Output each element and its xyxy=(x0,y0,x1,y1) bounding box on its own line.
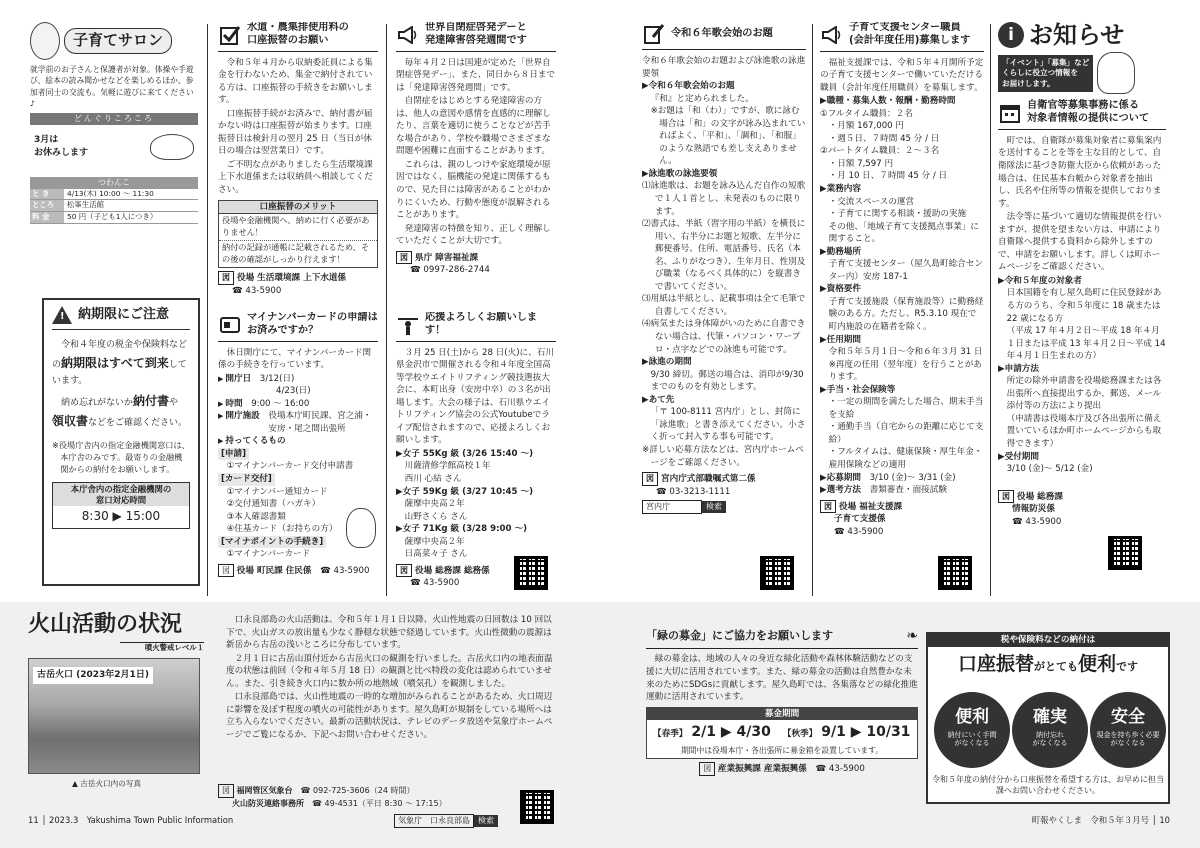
tax-note: ※役場庁舎内の指定金融機関窓口は、本庁舎のみです。最寄りの金融機関からの納付をお願いします。 xyxy=(52,439,190,474)
weightlifter-icon xyxy=(396,313,420,337)
bank-hours-heading: 本庁舎内の指定金融機関の 窓口対応時間 xyxy=(53,483,189,507)
volcano-para: 口永良部島では、火山性地震の一時的な増加がみられることがあるため、火口周辺に影響を及ぼす程度の噴火の可能性があります。屋久島町が規制をしている場所へは立ち入らないでください。最新の活動状況は、テレビのデータ放送や気象庁ホームページでご覧になるか、下記へお問い合わせください。 xyxy=(226,692,553,740)
section-note: ※お題は「和（わ）」ですが、歌に詠む場合は「和」の文字が詠み込まれていればよく、「平和」、「調和」、「和服」のような熟語でも差し支えありません。 xyxy=(650,106,806,167)
event-heading: ▶女子 59Kg 級 (3/27 10:45 ～) xyxy=(396,486,534,497)
water-para: ご不明な点がありましたら生活環境課上下水道係または収納員へ相談してください。 xyxy=(218,159,373,195)
section-note: ※再度の任用（翌年度）を行うことがあります。 xyxy=(828,359,982,383)
volcano-para: ２月１日に古岳山頂付近から古岳火口の観測を行いました。古岳火口内の地表面温度の状態は前回（令和４年５月 18 日）の観測と比べ特段の変化は認められていません。また、引き続き火口内に数か所の地熱域（噴気孔）を観測しました。 xyxy=(226,653,553,689)
section-text: 3/10 (金)～ 3/31 (金) xyxy=(869,472,956,483)
row-value: 4/13(木) 10:00 ～ 11:30 xyxy=(67,188,154,198)
section-heading: ▶職種・募集人数・報酬・勤務時間 xyxy=(820,96,956,107)
list-item: ・交流スペースの運営 xyxy=(828,196,915,207)
megaphone-icon xyxy=(820,23,844,47)
list-item: ・日額 7,597 円 xyxy=(828,158,894,169)
label: ▶ 持ってくるもの xyxy=(218,436,286,446)
warning-icon: ! xyxy=(52,306,72,324)
map-pin-icon: 図 xyxy=(218,271,234,285)
text: 納め忘れがないか xyxy=(61,397,134,408)
athlete-school: 薩摩中央高２年 xyxy=(404,499,465,510)
sub-label: [マイナポイントの手続き] xyxy=(218,536,326,549)
volcano-title: 火山活動の状況 xyxy=(28,612,183,637)
search-box[interactable] xyxy=(642,500,806,514)
staff-section xyxy=(820,22,984,596)
section-text: 所定の除外申請書を役場総務課または各出張所へ直接提出するか、郵送、メール添付等の方法により提出 xyxy=(1006,376,1162,412)
water-para: 口座振替手続がお済みで、納付書が届かない時は口座振替が始まります。口座振替日は検針月の翌月 25 日（当日が休日の場合は翌営業日）です。 xyxy=(218,108,373,157)
autumn-period: 9/1 ▶ 10/31 xyxy=(821,724,911,741)
search-keyword: 宮内庁 xyxy=(642,500,702,514)
rule-item: ⑴詠進歌は、お題を詠み込んだ自作の短歌で１人１首とし、未発表のものに限ります。 xyxy=(642,181,806,217)
info-icon: i xyxy=(998,22,1024,48)
row-key: ところ xyxy=(30,200,64,211)
text: などをご確認ください。 xyxy=(88,418,188,429)
text: がとても xyxy=(1034,659,1078,673)
section-heading: ▶業務内容 xyxy=(820,183,861,194)
spring-label: 【春季】 xyxy=(653,729,688,740)
map-pin-icon: 図 xyxy=(396,251,412,265)
section-heading: ▶詠進歌の詠進要領 xyxy=(642,168,718,179)
open-place xyxy=(218,410,378,435)
volcano-body xyxy=(226,614,558,742)
utakai-title: 令和６年歌会始のお題 xyxy=(671,27,773,39)
map-pin-icon: 図 xyxy=(218,564,234,578)
row-value: 松峯生活館 xyxy=(67,200,104,210)
calendar-icon xyxy=(998,101,1022,125)
utakai-section xyxy=(642,22,806,596)
autism-section xyxy=(396,22,556,312)
search-keyword: 気象庁 口永良部島 xyxy=(394,814,474,828)
section-text: 子育て支援施設（保育施設等）に勤務経験のある方。ただし、R5.3.10 現在で町内施設の在籍者を除く。 xyxy=(828,296,984,332)
list-item: ①マイナンバー通知カード xyxy=(226,486,328,497)
contact-name: 役場 総務課 総務係 xyxy=(415,565,490,576)
staff-title: 子育て支援センター職員 (会計年度任用)募集します xyxy=(849,22,971,46)
autism-title: 世界自閉症啓発デーと 発達障害啓発週間です xyxy=(425,22,527,46)
sub-label: [カード交付] xyxy=(218,473,275,486)
qr-code[interactable] xyxy=(514,556,548,590)
contact-name: 福岡管区気象台 xyxy=(236,786,293,795)
list-item: ①マイナンバーカード交付申請書 xyxy=(226,461,354,472)
merit-circle xyxy=(1090,692,1166,768)
oshirase-tagline: 「イベント」「募集」など くらしに役立つ情報を お届けします。 xyxy=(998,55,1093,92)
section-text: 書類審査・面接試験 xyxy=(869,485,947,496)
koza-footnote: 令和５年度の納付分から口座振替を希望する方は、お早めに担当課へお問い合わせください。 xyxy=(932,775,1164,796)
mynumber-intro: 休日開庁にて、マイナンバーカード関係の手続きを行っています。 xyxy=(218,347,372,371)
open-day-2 xyxy=(218,385,378,398)
salon-section xyxy=(30,22,198,224)
oshirase-para: 町では、自衛隊が募集対象者に募集案内を送付することを等を主な目的として、自衛隊法に基づき防衛大臣から依頼があった場合は、住民基本台帳から対象者を抽出し、氏名や住所等の情報を提供しております。 xyxy=(998,135,1162,209)
mynumber-title: マイナンバーカードの申請はお済みですか？ xyxy=(247,312,378,336)
section-text: 日本国籍を有し屋久島町に住民登録がある方のうち、令和５年度に 18 歳または 22 歳になる方 xyxy=(1006,288,1162,324)
list-item: ・月額 167,000 円 xyxy=(828,121,904,132)
period-note: 期間中は役場本庁・各出張所に募金箱を設置しています。 xyxy=(680,745,884,755)
salon-sub-heading: どんぐりころころ xyxy=(30,113,198,125)
section-heading: ▶受付期間 xyxy=(998,451,1039,462)
merit-circle xyxy=(1012,692,1088,768)
qr-code[interactable] xyxy=(760,556,794,590)
value: 4/23(日) xyxy=(276,386,311,397)
sleeping-baby-icon xyxy=(150,134,194,160)
period-heading: 募金期間 xyxy=(647,708,917,721)
contact-tel: ☎ 43-5900 xyxy=(815,763,865,774)
section-heading: ▶手当・社会保険等 xyxy=(820,384,896,395)
section-note: ※詳しい応募方法などは、宮内庁ホームページをご確認ください。 xyxy=(642,444,804,468)
midori-title: 「緑の募金」にご協力をお願いします xyxy=(646,629,833,643)
oshirase-subtitle: 自衛官等募集事務に係る 対象者情報の提供について xyxy=(1027,100,1150,125)
list-item: ②パートタイム職員：２～３名 xyxy=(820,146,940,157)
footer-left: 11 │ 2023.3 Yakushima Town Public Information xyxy=(28,815,234,825)
label: ▶ 時間 xyxy=(218,399,243,409)
event-heading: ▶女子 71Kg 級 (3/28 9:00 ～) xyxy=(396,524,528,535)
section-heading: ▶資格要件 xyxy=(820,284,861,295)
oshirase-title: お知らせ xyxy=(1029,22,1125,49)
support-para: ３月 25 日(土)から 28 日(火)に、石川県金沢市で開催される令和４年度全国高等学校ウエイトリフティング競技選抜大会に、本町出身（安房中卒）の３名が出場します。大会の様子は、石川県ウエイトリフティング協会の公式Youtubeでライブ配信されますので、応援よろしくお願いします。 xyxy=(396,347,554,446)
bring-items xyxy=(218,435,378,448)
map-pin-icon: 図 xyxy=(396,564,412,578)
contact-name: 役場 生活環境課 上下水道係 xyxy=(237,272,347,283)
map-pin-icon: 図 xyxy=(642,472,658,486)
section-text: 「〒 100-8111 宮内庁」とし、封筒に「詠進歌」と書き添えてください。小さく折って封入する事も可能です。 xyxy=(650,407,806,443)
map-pin-icon: 図 xyxy=(998,490,1014,504)
section-text: 令和５年５月１日～令和６年３月 31 日 xyxy=(828,347,983,358)
circle-desc: 現金を持ち歩く必要 がなくなる xyxy=(1096,730,1160,748)
photo-caption: 古岳火口 (2023年2月1日) xyxy=(33,667,153,684)
list-item: ・一定の期間を満たした場合、期末手当を支給 xyxy=(828,397,984,420)
section-heading: ▶任用期間 xyxy=(820,334,861,345)
rule-item: ⑷病気または身体障がいのために自書できない場合は、代筆・パソコン・ワープロ・点字などでの詠進も可能です。 xyxy=(642,319,806,355)
value: 役場本庁町民課、宮之浦・安房・尾之間出張所 xyxy=(268,411,372,434)
section-text: （平成 17 年４月２日～平成 18 年４月１日または平成 13 年４月２日～平成 14 年４月１日生まれの方） xyxy=(1006,326,1166,362)
list-item: ①マイナンバーカード xyxy=(226,549,311,560)
salon-info-table xyxy=(30,189,198,224)
pen-paper-icon xyxy=(642,22,666,46)
row-key: と き xyxy=(30,189,64,200)
salon-closed-note: 3月は お休みします xyxy=(34,134,89,158)
volcano-search[interactable] xyxy=(394,814,498,828)
text: 令和４年度の税金や保険料などの xyxy=(52,339,188,371)
event-heading: ▶女子 55Kg 級 (3/26 15:40 ～) xyxy=(396,448,534,459)
koza-heading: 税や保険料などの納付は xyxy=(928,634,1168,647)
volcano-photo xyxy=(28,658,200,774)
list-item: ・通勤手当（自宅からの距離に応じて支給） xyxy=(828,422,984,445)
list-item: ・子育てに関する相談・援助の実施 xyxy=(828,209,967,220)
circle-desc: 納付にいく手間 がなくなる xyxy=(947,730,997,748)
section-text: （申請書は役場本庁及び各出張所に備え置いているほか町ホームページからも取得できます） xyxy=(1006,413,1162,450)
oshirase-section xyxy=(998,22,1166,596)
merit-heading: 口座振替のメリット xyxy=(219,201,377,215)
bank-hours-box xyxy=(52,482,190,529)
merit-item: 納付の記録が通帳に記載されるため、その後の確認がしっかり行えます！ xyxy=(222,242,370,264)
value: 9:00 ～ 16:00 xyxy=(251,398,310,409)
utakai-intro: 令和６年歌会始のお題および詠進歌の詠進要領 xyxy=(642,56,806,79)
row-key: 料 金 xyxy=(30,212,64,223)
water-title: 水道・農集排使用料の 口座振替のお願い xyxy=(247,22,349,46)
contact-tel: ☎ 03-3213-1111 xyxy=(656,486,731,497)
circle-desc: 納付忘れ がなくなる xyxy=(1032,730,1068,748)
staff-intro: 福祉支援課では、令和５年４月開所予定の子育て支援センターで働いていただける職員（会計年度任用職員）を募集します。 xyxy=(820,57,984,93)
footer-right: 町報やくしま 令和５年３月号 │ 10 xyxy=(1031,815,1170,825)
volcano-level: 噴火警戒レベル１ xyxy=(120,642,204,654)
row-value: 50 円（子ども1人につき） xyxy=(67,212,158,222)
circle-title: 安全 xyxy=(1111,707,1145,727)
deer-mascot-icon xyxy=(1097,52,1135,94)
contact-name: 火山防災連絡事務所 xyxy=(232,798,304,808)
autumn-label: 【秋季】 xyxy=(782,729,818,740)
search-button[interactable]: 検索 xyxy=(702,501,726,513)
salon-title: 子育てサロン xyxy=(64,28,172,54)
text-strong: 口座振替 xyxy=(957,652,1034,675)
section-heading: ▶令和６年歌会始のお題 xyxy=(642,81,735,92)
athlete-name: 日髙菜々子 さん xyxy=(404,549,468,560)
label: ▶ 開庁日 xyxy=(218,374,251,384)
contact-tel: ☎ 092-725-3606（24 時間） xyxy=(300,786,415,795)
section-text: 9/30 締切。郵送の場合は、消印が9/30 までのものを有効とします。 xyxy=(650,369,804,393)
support-title: 応援よろしくお願いします！ xyxy=(425,312,538,336)
qr-code[interactable] xyxy=(520,790,554,824)
list-item: その他、「地域子育て支援拠点事業」に関すること。 xyxy=(828,221,979,245)
tax-title: 納期限にご注意 xyxy=(78,307,170,322)
qr-code[interactable] xyxy=(938,556,972,590)
section-heading: ▶応募期間 xyxy=(820,472,861,483)
contact-name: 産業振興課 産業振興係 xyxy=(717,763,807,774)
list-item: ①フルタイム職員：２名 xyxy=(820,108,913,119)
autism-para: これらは、親のしつけや家庭環境が原因ではなく、脳機能の発達に関係するもので、見た目には障害があることがわかりにくいため、行動や態度が誤解されることがあります。 xyxy=(396,159,551,221)
autism-para: 発達障害の特徴を知り、正しく理解していただくことが大切です。 xyxy=(396,223,551,247)
contact-tel: ☎ 43-5900 xyxy=(320,565,370,576)
megaphone-icon xyxy=(396,23,420,47)
salon-sub-heading-2: つわんこ xyxy=(30,177,198,189)
circle-title: 確実 xyxy=(1033,707,1067,727)
merit-box xyxy=(218,200,378,268)
text-strong: 納付書 xyxy=(133,393,170,408)
tax-para-1 xyxy=(52,338,190,389)
section-heading: ▶令和５年度の対象者 xyxy=(998,275,1082,286)
text: しています。 xyxy=(52,360,187,386)
rule-item: ⑵書式は、半紙（習字用の半紙）を横長に用い、右半分にお題と短歌、左半分に郵便番号、住所、電話番号、氏名（本名、ふりがなつき）、生年月日、性別及び職業（なるべく具体的に）を縦書きで書いてください。 xyxy=(642,219,806,292)
map-pin-icon: 図 xyxy=(218,784,234,798)
contact-tel: ☎ 43-5900 xyxy=(232,285,282,296)
section-heading: ▶選考方法 xyxy=(820,485,861,496)
athlete-name: 山野さくら さん xyxy=(404,511,468,522)
mother-child-icon xyxy=(30,22,60,60)
salon-intro: 就学前のお子さんと保護者が対象。体操や手遊び、絵本の読み聞かせなどを楽しめるほか、参加者同士の交流も。気軽に遊びに来てください♪ xyxy=(30,65,194,108)
tax-notice-box xyxy=(42,298,200,586)
section-text: 子育て支援センター（屋久島町総合センター内）安房 187-1 xyxy=(828,259,983,282)
koza-section xyxy=(926,632,1170,804)
open-day xyxy=(218,373,378,386)
contact-tel: ☎ 0997-286-2744 xyxy=(410,265,490,276)
text: です xyxy=(1116,659,1139,673)
id-card-icon xyxy=(218,313,242,337)
list-item: ②交付通知書（ハガキ） xyxy=(226,499,321,510)
mynumber-section xyxy=(218,312,378,602)
oshirase-para: 法令等に基づいて適切な情報提供を行いますが、提供を望まない方は、申請により自衛隊へ提供する資料から除外しますので、申請をお願いします。詳しくは町ホームページをご確認ください。 xyxy=(998,212,1162,273)
contact-name-2: 子育て支援係 xyxy=(834,514,886,525)
contact-name: 県庁 障害福祉課 xyxy=(415,252,479,263)
contact-tel: ☎ 43-5900 xyxy=(410,578,460,589)
checkbox-icon xyxy=(218,23,242,47)
list-item: ・月 10 日、７時間 45 分 / 日 xyxy=(828,171,948,182)
koza-headline xyxy=(928,651,1168,679)
section-heading: ▶勤務場所 xyxy=(820,246,861,257)
period-box xyxy=(646,707,918,759)
midori-section xyxy=(646,626,918,776)
section-heading: ▶詠進の期間 xyxy=(642,357,692,368)
autism-para: 毎年４月２日は国連が定めた「世界自閉症啓発デー」、また、同日から８日までは「発達障害啓発週間」です。 xyxy=(396,57,555,93)
autism-para: 自閉症をはじめとする発達障害の方は、他人の意図や感情を直感的に理解したり、言葉を適切に使うことなどが苦手な場合があり、学校や職場でさまざまな問題や困難に直面することがあります。 xyxy=(396,96,551,157)
text-strong: 領収書 xyxy=(52,414,89,429)
midori-para: 緑の募金は、地域の人々の身近な緑化活動や森林体験活動などの支援に大切に活用されています。また、緑の募金の活動は自然豊かな未来のためにSDGsに貢献します。屋久島町では、各集落などの緑化推進運動に活用されています。 xyxy=(646,654,918,703)
contact-tel: ☎ 49-4531（平日 8:30 ～ 17:15） xyxy=(312,798,447,808)
text-strong: 便利 xyxy=(1078,652,1117,675)
search-button[interactable]: 検索 xyxy=(474,815,498,827)
label: ▶ 開庁施設 xyxy=(218,410,260,435)
athlete-name: 西川 心結 さん xyxy=(404,473,462,484)
qr-code[interactable] xyxy=(1108,536,1142,570)
list-item: ③本人確認書類 xyxy=(226,511,286,522)
contact-name: 役場 福祉支援課 xyxy=(839,501,903,512)
value: 3/12(日) xyxy=(259,373,295,384)
leaf-icon: ❧ xyxy=(906,628,918,644)
list-item: ・週５日、７時間 45 分 / 日 xyxy=(828,133,940,144)
merit-item: 役場や金融機関へ、納めに行く必要がありません！ xyxy=(219,214,377,241)
section-heading: ▶申請方法 xyxy=(998,363,1039,374)
contact-name: 宮内庁式部職嘱式第二係 xyxy=(661,474,756,485)
open-time xyxy=(218,398,378,411)
map-pin-icon: 図 xyxy=(820,500,836,514)
athlete-school: 薩摩中央高２年 xyxy=(404,536,465,547)
athlete-school: 川薩清修学館高校１年 xyxy=(404,461,491,472)
rule-item: ⑶用紙は半紙とし、記載事項は全て毛筆で自書してください。 xyxy=(642,294,806,317)
spring-period: 2/1 ▶ 4/30 xyxy=(691,724,771,741)
bank-hours-value: 8:30 ▶ 15:00 xyxy=(81,509,161,524)
section-text: 3/10 (金)～ 5/12 (金) xyxy=(1006,464,1093,475)
contact-tel: ☎ 43-5900 xyxy=(834,526,884,537)
sub-label: [申請] xyxy=(218,448,249,461)
contact-name-2: 情報防災係 xyxy=(1012,504,1055,515)
volcano-para: 口永良部島の火山活動は、令和５年１月１日以降、火山性地震の日回数は 10 回以下で、火山ガスの放出量も少なく静穏な状態で経過しています。火山性微動の震源は新岳から古岳の浅いところに分布しています。 xyxy=(226,615,552,651)
section-text: 『和』と定められました。 xyxy=(650,93,754,104)
section-heading: ▶あて先 xyxy=(642,394,675,405)
map-pin-icon: 図 xyxy=(699,762,715,776)
text: や xyxy=(169,397,179,408)
list-item: ・フルタイムは、健康保険・厚生年金・雇用保険などの適用 xyxy=(828,447,983,470)
water-para: 令和５年４月から収納委託員による集金を行わないため、集金で納付されている方は、口座振替の手続きをお願いします。 xyxy=(218,57,373,106)
photo-subcaption: ▲ 古岳火口内の写真 xyxy=(72,779,142,788)
circle-title: 便利 xyxy=(955,707,989,727)
water-section xyxy=(218,22,378,302)
tax-para-2 xyxy=(52,391,190,432)
contact-tel: ☎ 43-5900 xyxy=(1012,516,1062,527)
rabbit-mascot-icon xyxy=(346,508,376,548)
text-strong: 納期限はすべて到来 xyxy=(61,356,169,371)
merit-circle xyxy=(934,692,1010,768)
contact-name: 役場 総務課 xyxy=(1017,491,1063,502)
contact-name: 役場 町民課 住民係 xyxy=(236,565,312,576)
list-item: ④住基カード（お持ちの方） xyxy=(226,524,338,535)
volcano-contact xyxy=(218,784,447,809)
water-contact xyxy=(218,271,378,285)
